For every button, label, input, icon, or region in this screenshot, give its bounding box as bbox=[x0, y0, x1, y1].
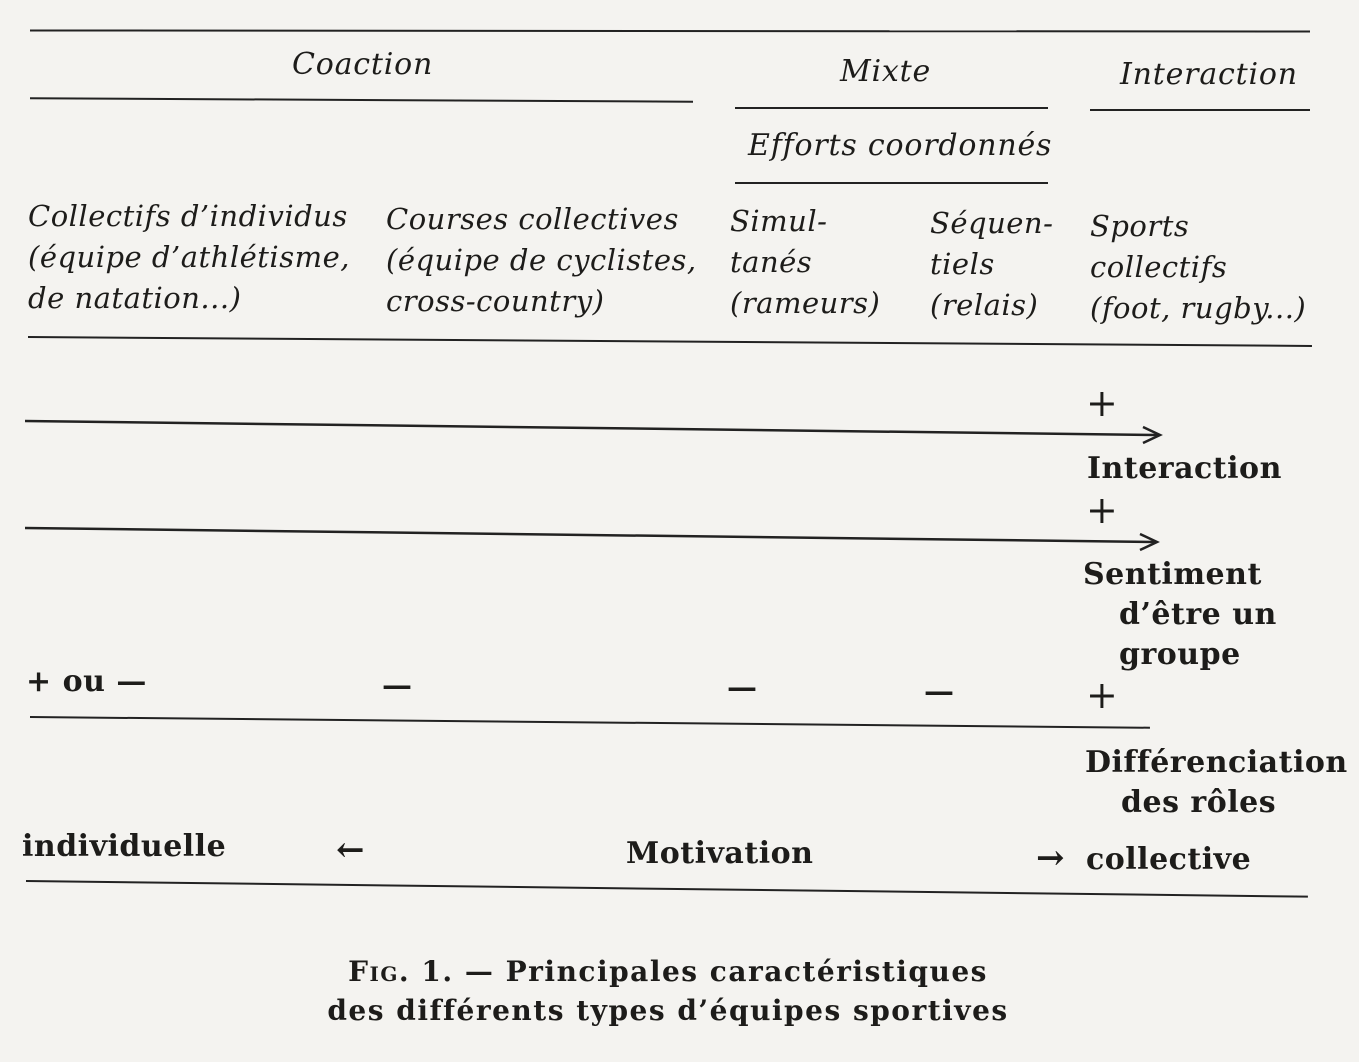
column-line: (équipe de cyclistes, bbox=[386, 243, 697, 277]
differenciation-col3: — bbox=[727, 670, 758, 705]
column-line: collectifs bbox=[1090, 250, 1228, 284]
column-line: de natation...) bbox=[28, 281, 242, 315]
column-line: cross-country) bbox=[386, 284, 605, 318]
column-line: (rameurs) bbox=[730, 286, 881, 320]
differenciation-col2: — bbox=[382, 668, 413, 703]
column-line: tanés bbox=[730, 245, 813, 279]
efforts-heading: Efforts coordonnés bbox=[748, 128, 1053, 163]
interaction-arrow bbox=[25, 421, 1158, 435]
coaction-heading: Coaction bbox=[292, 47, 434, 82]
caption-line-2: des différents types d’équipes sportives bbox=[327, 994, 1009, 1027]
column-line: Sports bbox=[1090, 209, 1190, 243]
differenciation-line: des rôles bbox=[1121, 785, 1277, 820]
interaction-plus: + bbox=[1086, 381, 1118, 425]
interaction-heading: Interaction bbox=[1120, 57, 1298, 92]
column-line: Courses collectives bbox=[386, 202, 679, 236]
motivation-collective: collective bbox=[1086, 842, 1252, 877]
sentiment-line: Sentiment bbox=[1083, 557, 1262, 592]
column-line: (relais) bbox=[930, 288, 1039, 322]
sentiment-arrow bbox=[25, 528, 1155, 542]
differenciation-col5: + bbox=[1086, 673, 1118, 717]
sentiment-label bbox=[1083, 555, 1277, 675]
interaction-label: Interaction bbox=[1087, 451, 1282, 486]
column-line: (foot, rugby...) bbox=[1090, 291, 1307, 325]
caption-line-1 bbox=[318, 952, 1018, 991]
differenciation-col4: — bbox=[924, 674, 955, 709]
column-line: Simul- bbox=[730, 204, 828, 238]
sentiment-line: groupe bbox=[1119, 637, 1241, 672]
motivation-individuelle: individuelle bbox=[22, 829, 227, 864]
mixte-heading: Mixte bbox=[840, 54, 932, 89]
figure-caption bbox=[318, 952, 1018, 1030]
motivation-label: Motivation bbox=[626, 836, 814, 871]
caption-title: — Principales caractéristiques bbox=[453, 955, 988, 988]
differenciation-label bbox=[1085, 743, 1348, 823]
sentiment-plus: + bbox=[1086, 488, 1118, 532]
differenciation-line: Différenciation bbox=[1085, 745, 1348, 780]
column-line: (équipe d’athlétisme, bbox=[28, 240, 350, 274]
column-line: Collectifs d’individus bbox=[28, 199, 348, 233]
sentiment-line: d’être un bbox=[1119, 597, 1277, 632]
column-line: tiels bbox=[930, 247, 995, 281]
differenciation-col1: + ou — bbox=[26, 664, 147, 699]
motivation-right-arrow: → bbox=[1036, 838, 1065, 878]
column-line: Séquen- bbox=[930, 206, 1054, 240]
motivation-left-arrow: ← bbox=[336, 830, 365, 870]
caption-fig-label: Fig. 1. bbox=[348, 955, 454, 988]
